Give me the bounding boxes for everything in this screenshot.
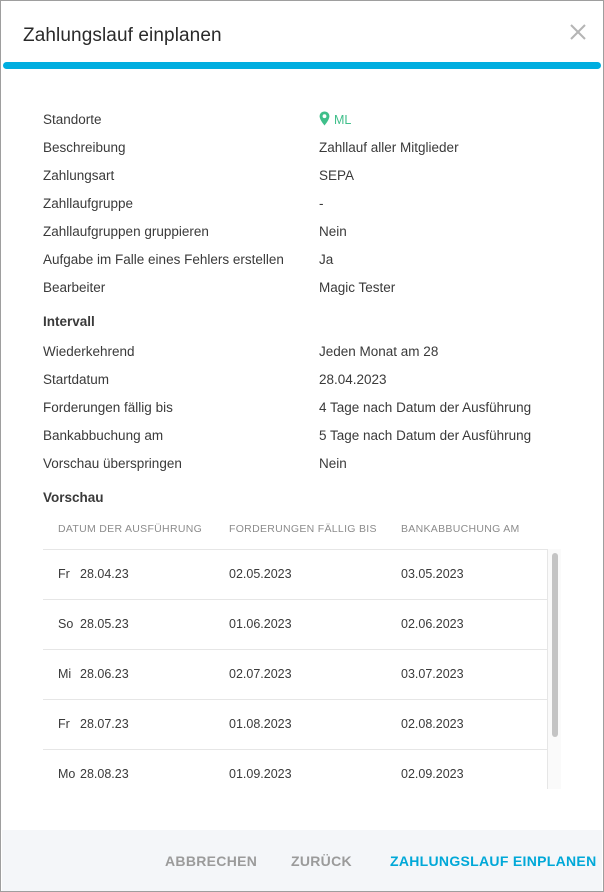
weekday: Mi xyxy=(58,667,72,681)
debit-date: 02.06.2023 xyxy=(401,617,464,631)
start-date-row-label: Startdatum xyxy=(43,372,110,387)
preview-heading: Vorschau xyxy=(43,490,104,505)
debit-date: 02.09.2023 xyxy=(401,767,464,781)
dialog-footer xyxy=(2,830,602,891)
progress-bar xyxy=(3,62,601,69)
dialog-header xyxy=(1,1,603,63)
table-row xyxy=(43,649,547,699)
debit-date: 02.08.2023 xyxy=(401,717,464,731)
payment-run-group-row-value: - xyxy=(319,196,324,211)
payment-method-row-label: Zahlungsart xyxy=(43,168,115,183)
recurring-row-value: Jeden Monat am 28 xyxy=(319,344,439,359)
close-button[interactable] xyxy=(565,19,591,45)
map-pin-icon xyxy=(319,111,330,126)
due-until-row-value: 4 Tage nach Datum der Ausführung xyxy=(319,400,532,415)
column-header-execution-date: DATUM DER AUSFÜHRUNG xyxy=(58,523,203,535)
skip-preview-row-value: Nein xyxy=(319,456,347,471)
column-header-debit-date: BANKABBUCHUNG AM xyxy=(401,523,520,535)
interval-heading: Intervall xyxy=(43,314,95,329)
payment-method-row xyxy=(43,165,563,187)
skip-preview-row-label: Vorschau überspringen xyxy=(43,456,182,471)
column-header-due-date: FORDERUNGEN FÄLLIG BIS xyxy=(229,523,377,535)
location-code: ML xyxy=(334,113,352,127)
create-task-on-error-row-label: Aufgabe im Falle eines Fehlers erstellen xyxy=(43,252,284,267)
weekday: Fr xyxy=(58,567,70,581)
table-row xyxy=(43,549,547,599)
execution-date: 28.05.23 xyxy=(80,617,129,631)
table-row xyxy=(43,699,547,749)
execution-date: 28.07.23 xyxy=(80,717,129,731)
create-task-on-error-row xyxy=(43,249,563,271)
editor-row xyxy=(43,277,563,299)
bank-debit-row-value: 5 Tage nach Datum der Ausführung xyxy=(319,428,532,443)
due-until-row-label: Forderungen fällig bis xyxy=(43,400,173,415)
recurring-row-label: Wiederkehrend xyxy=(43,344,135,359)
group-payment-runs-row-value: Nein xyxy=(319,224,347,239)
due-date: 01.06.2023 xyxy=(229,617,292,631)
due-date: 02.07.2023 xyxy=(229,667,292,681)
preview-table xyxy=(43,515,563,789)
group-payment-runs-row-label: Zahllaufgruppen gruppieren xyxy=(43,224,209,239)
start-date-row-value: 28.04.2023 xyxy=(319,372,387,387)
bank-debit-row xyxy=(43,425,563,447)
payment-run-group-row xyxy=(43,193,563,215)
locations-row-value xyxy=(319,109,351,131)
debit-date: 03.07.2023 xyxy=(401,667,464,681)
group-payment-runs-row xyxy=(43,221,563,243)
recurring-row xyxy=(43,341,563,363)
weekday: Fr xyxy=(58,717,70,731)
payment-method-row-value: SEPA xyxy=(319,168,355,183)
editor-row-label: Bearbeiter xyxy=(43,280,106,295)
locations-row xyxy=(43,109,563,131)
bank-debit-row-label: Bankabbuchung am xyxy=(43,428,164,443)
payment-run-group-row-label: Zahllaufgruppe xyxy=(43,196,134,211)
weekday: So xyxy=(58,617,74,631)
dialog-title: Zahlungslauf einplanen xyxy=(23,25,222,46)
skip-preview-row xyxy=(43,453,563,475)
description-row xyxy=(43,137,563,159)
preview-scrollbar[interactable] xyxy=(547,549,561,789)
cancel-button[interactable]: ABBRECHEN xyxy=(165,853,258,869)
weekday: Mo xyxy=(58,767,76,781)
due-date: 02.05.2023 xyxy=(229,567,292,581)
close-icon xyxy=(565,19,591,45)
execution-date: 28.08.23 xyxy=(80,767,129,781)
due-until-row xyxy=(43,397,563,419)
back-button[interactable]: ZURÜCK xyxy=(291,853,352,869)
due-date: 01.08.2023 xyxy=(229,717,292,731)
execution-date: 28.06.23 xyxy=(80,667,129,681)
create-task-on-error-row-value: Ja xyxy=(319,252,334,267)
description-row-label: Beschreibung xyxy=(43,140,126,155)
description-row-value: Zahllauf aller Mitglieder xyxy=(319,140,459,155)
table-row xyxy=(43,749,547,789)
locations-row-label: Standorte xyxy=(43,112,102,127)
table-row xyxy=(43,599,547,649)
editor-row-value: Magic Tester xyxy=(319,280,396,295)
due-date: 01.09.2023 xyxy=(229,767,292,781)
start-date-row xyxy=(43,369,563,391)
scrollbar-thumb[interactable] xyxy=(552,553,558,737)
debit-date: 03.05.2023 xyxy=(401,567,464,581)
schedule-payment-run-button[interactable]: ZAHLUNGSLAUF EINPLANEN xyxy=(390,853,597,869)
execution-date: 28.04.23 xyxy=(80,567,129,581)
